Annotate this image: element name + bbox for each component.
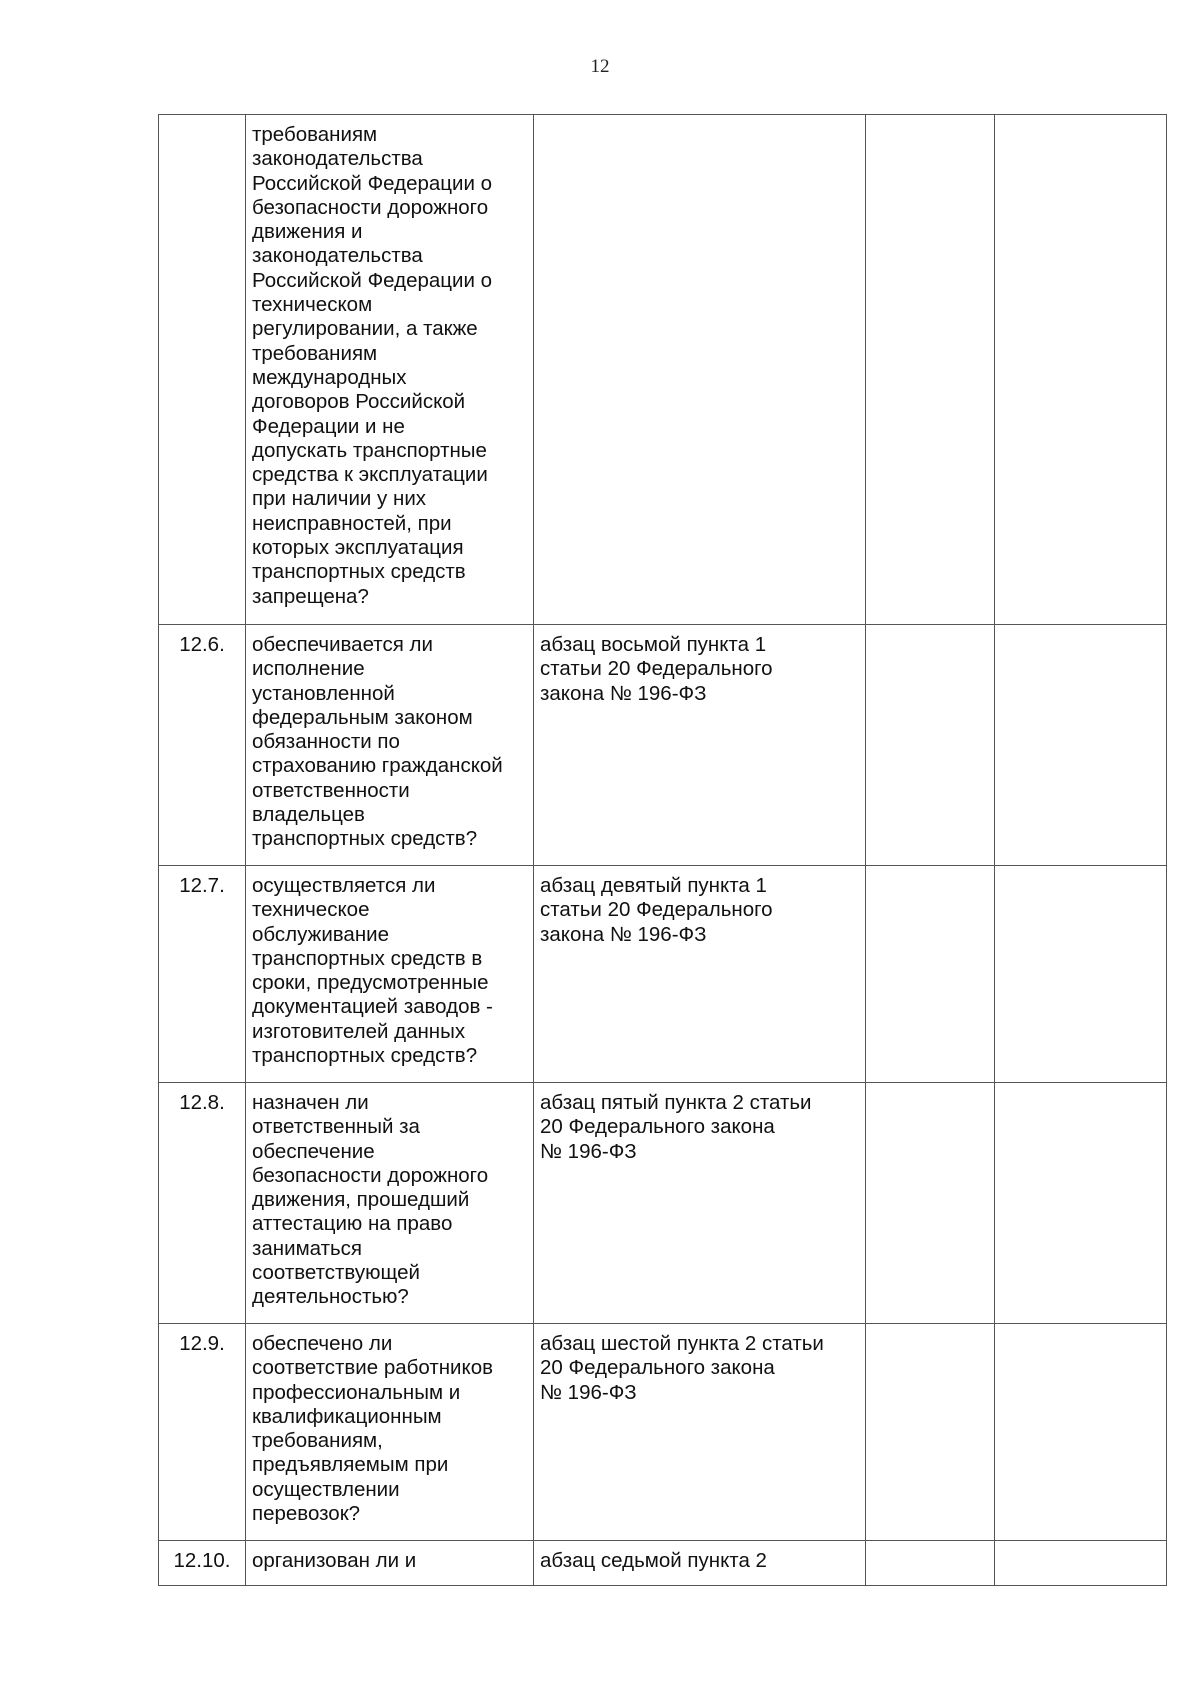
table-row xyxy=(159,1083,1167,1324)
note-cell xyxy=(995,625,1167,866)
question-cell xyxy=(246,115,534,625)
checklist-table xyxy=(158,114,1167,1586)
item-number: 12.6. xyxy=(159,625,246,866)
legal-reference: абзац шестой пункта 2 статьи 20 Федерального закона № 196-ФЗ xyxy=(540,1332,824,1404)
question-text: организован ли и xyxy=(252,1549,417,1572)
answer-cell xyxy=(866,866,995,1083)
reference-cell xyxy=(534,1541,866,1586)
answer-cell xyxy=(866,115,995,625)
table-row xyxy=(159,1324,1167,1541)
question-cell xyxy=(246,625,534,866)
question-cell xyxy=(246,1083,534,1324)
item-number xyxy=(159,115,246,625)
question-cell xyxy=(246,1324,534,1541)
note-cell xyxy=(995,1541,1167,1586)
note-cell xyxy=(995,866,1167,1083)
legal-reference: абзац восьмой пункта 1 статьи 20 Федерального закона № 196-ФЗ xyxy=(540,633,773,705)
question-text: обеспечено ли соответствие работников профессиональным и квалификационным требованиям, предъявляемым при осуществлении перевозок? xyxy=(252,1332,493,1526)
question-text: требованиям законодательства Российской Федерации о безопасности дорожного движения и законодательства Российской Федерации о техническом регулировании, а также требованиям международных договоров Российской Федерации и не допускать транспортные средства к эксплуатации при наличии у них неисправностей, при которых эксплуатация транспортных средств запрещена? xyxy=(252,123,493,608)
reference-cell xyxy=(534,866,866,1083)
question-cell xyxy=(246,1541,534,1586)
item-number: 12.8. xyxy=(159,1083,246,1324)
reference-cell xyxy=(534,1324,866,1541)
page-number: 12 xyxy=(590,56,610,77)
table-row xyxy=(159,1541,1167,1586)
question-cell xyxy=(246,866,534,1083)
note-cell xyxy=(995,1083,1167,1324)
table-row xyxy=(159,866,1167,1083)
reference-cell xyxy=(534,625,866,866)
answer-cell xyxy=(866,1324,995,1541)
item-number: 12.10. xyxy=(159,1541,246,1586)
item-number: 12.7. xyxy=(159,866,246,1083)
question-text: назначен ли ответственный за обеспечение безопасности дорожного движения, прошедший аттестацию на право заниматься соответствующей деятельностью? xyxy=(252,1091,489,1309)
answer-cell xyxy=(866,1083,995,1324)
table-row xyxy=(159,115,1167,625)
question-text: осуществляется ли техническое обслуживание транспортных средств в сроки, предусмотренные документацией заводов - изготовителей данных транспортных средств? xyxy=(252,874,493,1068)
legal-reference: абзац девятый пункта 1 статьи 20 Федерального закона № 196-ФЗ xyxy=(540,874,773,946)
reference-cell xyxy=(534,1083,866,1324)
legal-reference: абзац седьмой пункта 2 xyxy=(540,1549,767,1572)
question-text: обеспечивается ли исполнение установленной федеральным законом обязанности по страхованию гражданской ответственности владельцев транспортных средств? xyxy=(252,633,503,851)
legal-reference: абзац пятый пункта 2 статьи 20 Федерального закона № 196-ФЗ xyxy=(540,1091,812,1163)
item-number: 12.9. xyxy=(159,1324,246,1541)
note-cell xyxy=(995,115,1167,625)
table-row xyxy=(159,625,1167,866)
answer-cell xyxy=(866,625,995,866)
answer-cell xyxy=(866,1541,995,1586)
reference-cell xyxy=(534,115,866,625)
note-cell xyxy=(995,1324,1167,1541)
